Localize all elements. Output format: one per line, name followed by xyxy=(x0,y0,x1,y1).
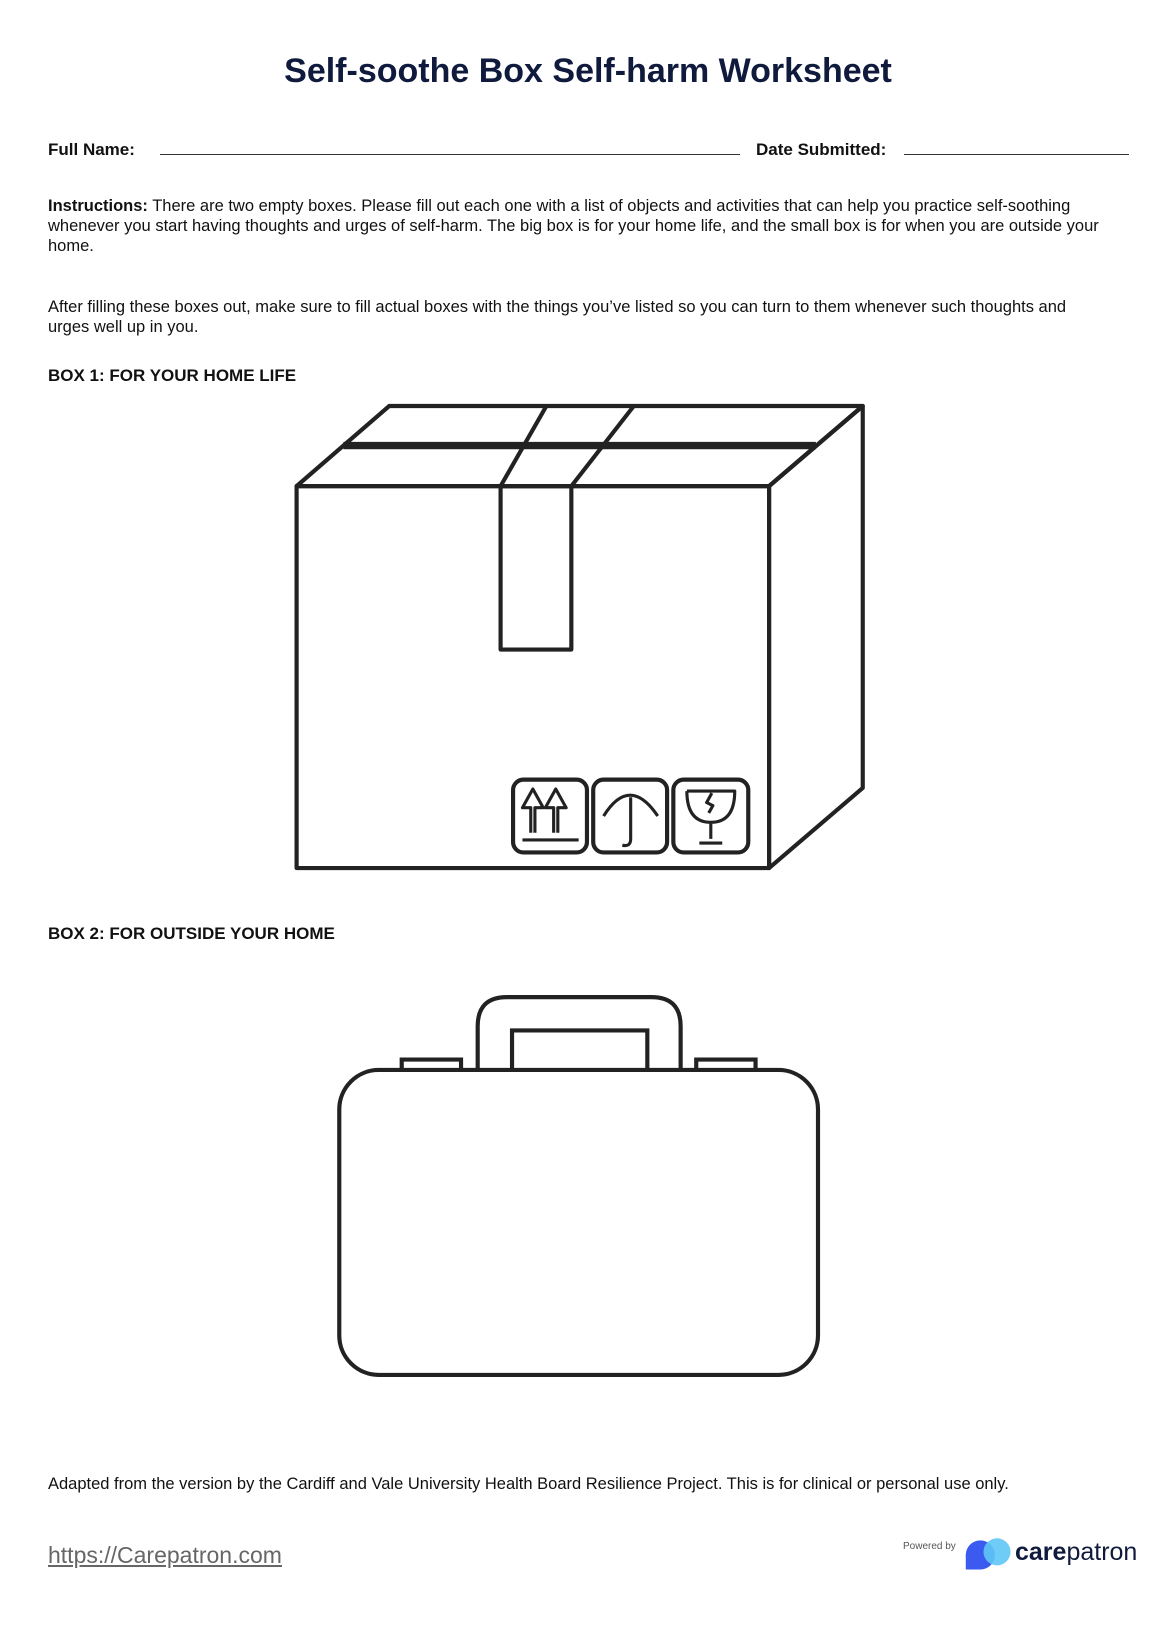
brand-rest: patron xyxy=(1066,1538,1138,1566)
keep-dry-umbrella-icon xyxy=(593,780,667,853)
adapted-note: Adapted from the version by the Cardiff and Vale University Health Board Resilience Project. This is for clinical or personal use only. xyxy=(48,1475,1009,1493)
cardboard-box-illustration xyxy=(297,406,863,868)
powered-by: Powered by xyxy=(903,1541,956,1552)
briefcase-illustration xyxy=(339,997,818,1375)
date-submitted-label: Date Submitted: xyxy=(756,140,887,159)
instructions-text: There are two empty boxes. Please fill out each one with a list of objects and activities that can help you practice self-soothing whenever you start having thoughts and urges of self-harm. The big box is for your home life, and the small box is for when you are outside your home. xyxy=(48,197,1099,255)
box1-label: BOX 1: FOR YOUR HOME LIFE xyxy=(48,366,297,385)
carepatron-link[interactable]: https://Carepatron.com xyxy=(48,1542,282,1568)
instructions-label: Instructions: xyxy=(48,197,148,215)
page-title: Self-soothe Box Self-harm Worksheet xyxy=(284,52,892,90)
full-name-label: Full Name: xyxy=(48,140,135,159)
fragile-glass-icon xyxy=(673,780,748,853)
box2-label: BOX 2: FOR OUTSIDE YOUR HOME xyxy=(48,924,335,943)
after-text: After filling these boxes out, make sure to fill actual boxes with the things you’ve listed so you can turn to them whenever such thoughts and urges well up in you. xyxy=(48,298,1067,336)
brand-bold: care xyxy=(1015,1538,1067,1566)
this-side-up-icon xyxy=(513,780,587,853)
carepatron-logo-icon xyxy=(966,1538,1011,1569)
carepatron-brand xyxy=(1015,1538,1137,1567)
